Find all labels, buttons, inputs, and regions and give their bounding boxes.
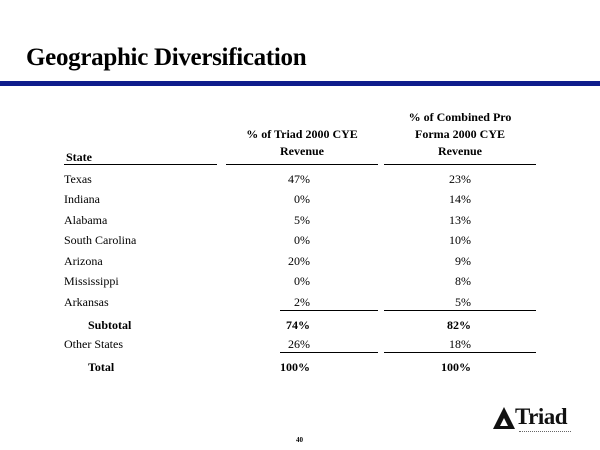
combined-pct: 9% xyxy=(455,254,471,268)
total-triad: 100% xyxy=(280,360,310,374)
logo-text: Triad xyxy=(515,404,568,429)
other-combined: 18% xyxy=(449,337,471,351)
subtotal-combined: 82% xyxy=(447,318,471,332)
total-triad-rule xyxy=(280,352,378,353)
other-states-row xyxy=(0,337,600,357)
triad-pct: 5% xyxy=(294,213,310,227)
header-combined-line3: Revenue xyxy=(438,144,482,158)
header-state-underline xyxy=(64,164,217,165)
subtotal-triad-rule xyxy=(280,310,378,311)
subtotal-triad: 74% xyxy=(286,318,310,332)
triad-pct: 20% xyxy=(288,254,310,268)
total-label: Total xyxy=(88,360,115,374)
triad-pct: 0% xyxy=(294,192,310,206)
table-row xyxy=(0,254,600,274)
header-state: State xyxy=(66,150,92,164)
state-name: Alabama xyxy=(64,213,108,227)
table-row xyxy=(0,213,600,233)
total-combined-rule xyxy=(384,352,536,353)
header-combined-line2: Forma 2000 CYE xyxy=(415,127,505,141)
subtotal-row xyxy=(0,318,600,338)
page-title: Geographic Diversification xyxy=(26,44,307,71)
header-triad-underline xyxy=(226,164,378,165)
other-triad: 26% xyxy=(288,337,310,351)
state-name: Indiana xyxy=(64,192,100,206)
table-row xyxy=(0,233,600,253)
header-triad-line1: % of Triad 2000 CYE xyxy=(246,127,358,141)
state-name: Mississippi xyxy=(64,274,119,288)
triad-pct: 0% xyxy=(294,274,310,288)
total-row xyxy=(0,360,600,380)
combined-pct: 10% xyxy=(449,233,471,247)
triad-pct: 2% xyxy=(294,295,310,309)
page-number: 40 xyxy=(296,436,303,444)
header-combined-line1: % of Combined Pro xyxy=(408,110,512,124)
combined-pct: 8% xyxy=(455,274,471,288)
state-name: Arizona xyxy=(64,254,103,268)
state-name: Texas xyxy=(64,172,92,186)
header-combined xyxy=(384,109,536,160)
total-combined: 100% xyxy=(441,360,471,374)
triad-logo xyxy=(493,404,583,436)
subtotal-label: Subtotal xyxy=(88,318,132,332)
combined-pct: 14% xyxy=(449,192,471,206)
other-label: Other States xyxy=(64,337,123,351)
header-triad-line2: Revenue xyxy=(280,144,324,158)
combined-pct: 5% xyxy=(455,295,471,309)
logo-tagline-mark xyxy=(519,431,571,434)
table-row xyxy=(0,172,600,192)
header-triad xyxy=(226,126,378,160)
triad-pct: 47% xyxy=(288,172,310,186)
triad-pct: 0% xyxy=(294,233,310,247)
table-row xyxy=(0,192,600,212)
table-row xyxy=(0,274,600,294)
triangle-icon-cutout xyxy=(500,418,508,426)
table-row xyxy=(0,295,600,315)
combined-pct: 23% xyxy=(449,172,471,186)
combined-pct: 13% xyxy=(449,213,471,227)
title-rule xyxy=(0,81,600,86)
subtotal-combined-rule xyxy=(384,310,536,311)
state-name: Arkansas xyxy=(64,295,109,309)
header-combined-underline xyxy=(384,164,536,165)
state-name: South Carolina xyxy=(64,233,137,247)
